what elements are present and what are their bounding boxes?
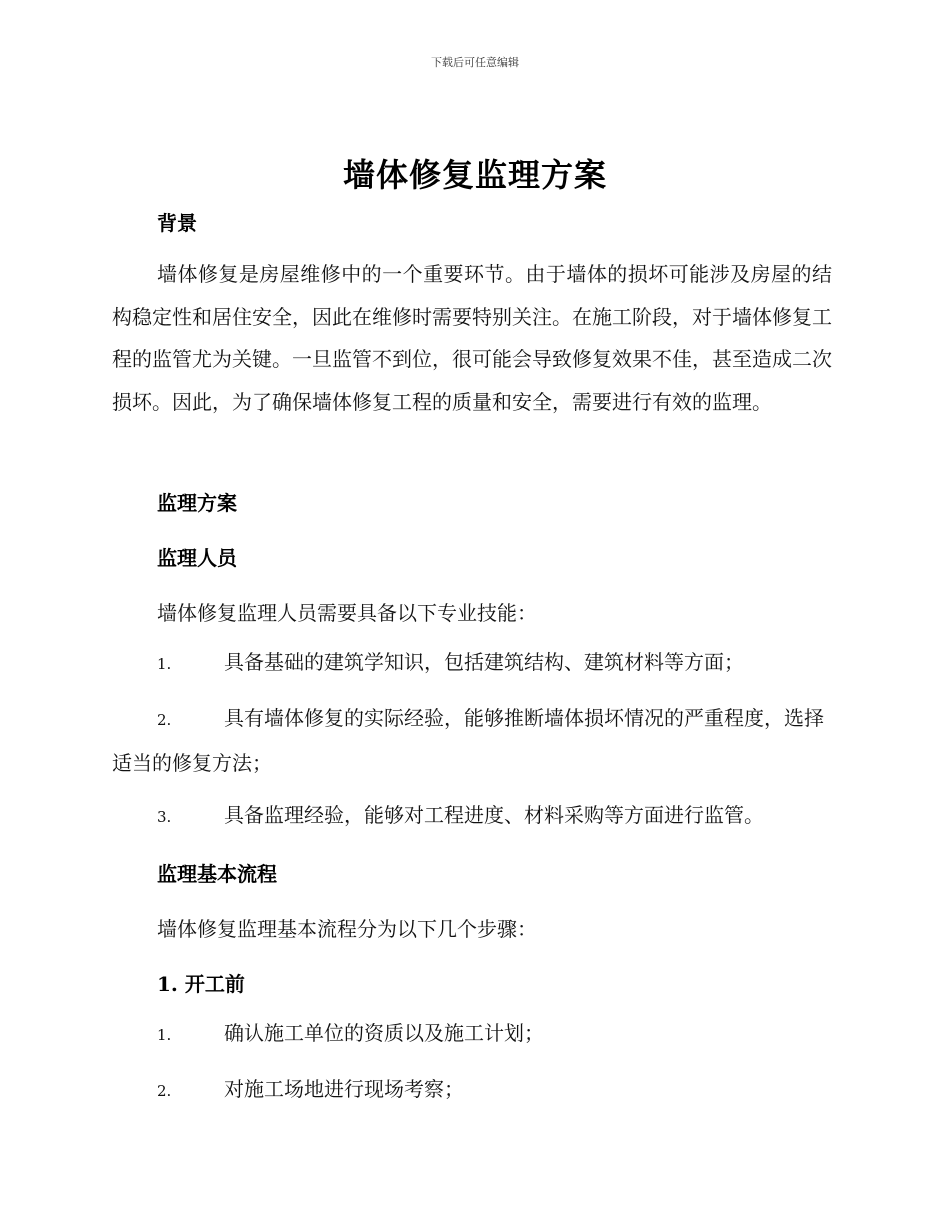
list-text: 对施工场地进行现场考察； (224, 1077, 464, 1101)
heading-supervision-plan: 监理方案 (157, 491, 237, 515)
process-intro: 墙体修复监理基本流程分为以下几个步骤： (157, 917, 537, 941)
list-text: 具备监理经验，能够对工程进度、材料采购等方面进行监管。 (224, 803, 764, 827)
heading-basic-process: 监理基本流程 (157, 862, 277, 886)
page-header-note: 下载后可任意编辑 (431, 56, 519, 69)
list-item (112, 794, 832, 839)
heading-background: 背景 (157, 211, 197, 235)
list-item (112, 641, 832, 686)
list-number: 2. (157, 1082, 172, 1100)
list-number: 1. (157, 655, 172, 673)
list-item (112, 697, 832, 784)
heading-before-start: 1. 开工前 (157, 972, 245, 996)
background-paragraph: 墙体修复是房屋维修中的一个重要环节。由于墙体的损坏可能涉及房屋的结构稳定性和居住安全，因此在维修时需要特别关注。在施工阶段，对于墙体修复工程的监管尤为关键。一旦监管不到位，很可能会导致修复效果不佳，甚至造成二次损坏。因此，为了确保墙体修复工程的质量和安全，需要进行有效的监理。 (112, 262, 832, 414)
document-title: 墙体修复监理方案 (342, 156, 607, 194)
list-item (112, 1012, 832, 1057)
list-text: 确认施工单位的资质以及施工计划； (224, 1021, 544, 1045)
list-text: 具有墙体修复的实际经验，能够推断墙体损坏情况的严重程度，选择适当的修复方法； (112, 706, 824, 775)
list-text: 具备基础的建筑学知识，包括建筑结构、建筑材料等方面； (224, 650, 744, 674)
list-item (112, 1068, 832, 1113)
heading-supervision-personnel: 监理人员 (157, 546, 237, 570)
list-number: 1. (157, 1026, 172, 1044)
list-number: 3. (157, 808, 172, 826)
list-number: 2. (157, 711, 172, 729)
personnel-intro: 墙体修复监理人员需要具备以下专业技能： (157, 601, 537, 625)
